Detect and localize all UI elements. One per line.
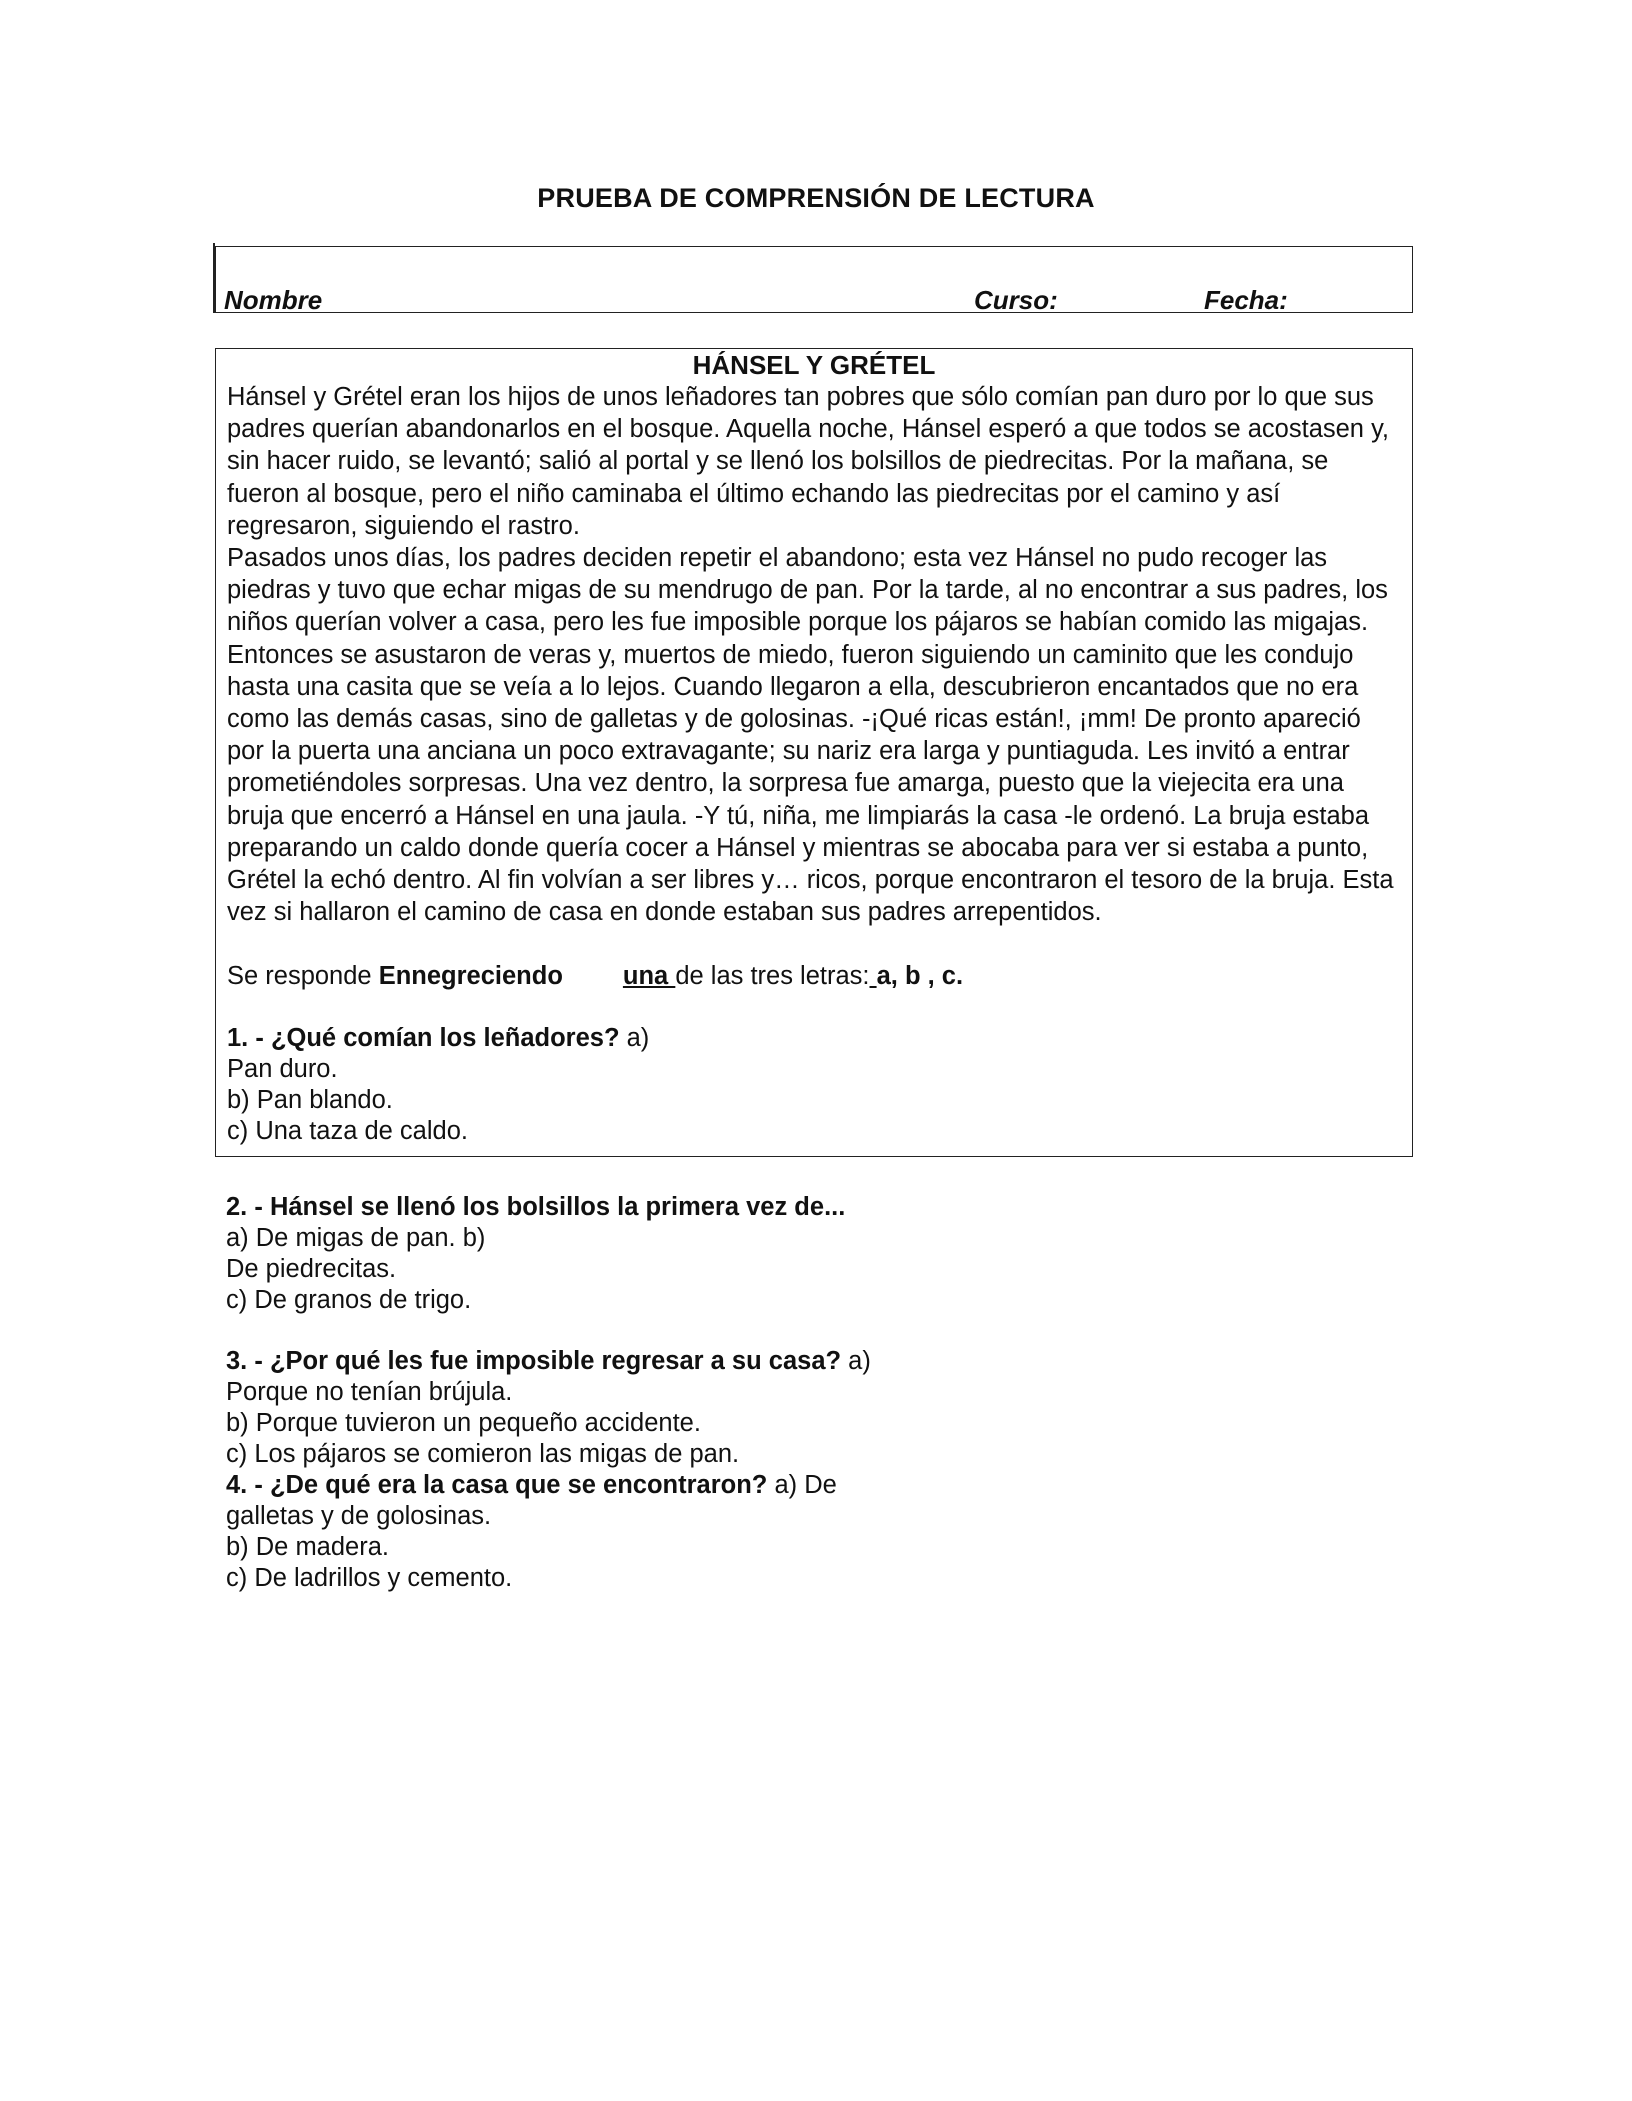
question-1 xyxy=(227,1023,1400,1147)
option-line: c) De ladrillos y cemento. xyxy=(226,1564,513,1592)
question-4 xyxy=(226,1470,1406,1594)
option-line: b) Pan blando. xyxy=(227,1085,393,1114)
instructions xyxy=(227,960,1400,992)
fecha-label: Fecha: xyxy=(1204,285,1288,315)
question-text: - ¿Por qué les fue imposible regresar a su casa? xyxy=(247,1347,842,1375)
option-inline: a) xyxy=(841,1347,871,1375)
option-line: c) Una taza de caldo. xyxy=(227,1116,468,1145)
question-text: - ¿Qué comían los leñadores? xyxy=(248,1023,620,1052)
option-inline: a) xyxy=(619,1023,650,1052)
question-number: 1. xyxy=(227,1023,249,1052)
option-line: b) Porque tuvieron un pequeño accidente. xyxy=(226,1409,701,1437)
instructions-letters: a, b , c. xyxy=(876,962,964,991)
option-line: b) De madera. xyxy=(226,1533,389,1561)
option-line: a) De migas de pan. b) xyxy=(226,1224,486,1252)
option-line: galletas y de golosinas. xyxy=(226,1502,492,1530)
instructions-letters-gap xyxy=(870,962,877,990)
question-number: 3. xyxy=(226,1347,248,1375)
question-text: - ¿De qué era la casa que se encontraron? xyxy=(247,1471,768,1499)
instructions-bold: Ennegreciendo xyxy=(378,962,563,991)
option-inline: a) De xyxy=(767,1471,837,1499)
question-2 xyxy=(226,1192,1406,1316)
page-title: PRUEBA DE COMPRENSIÓN DE LECTURA xyxy=(537,183,1095,213)
question-3 xyxy=(226,1346,1406,1470)
nombre-label: Nombre xyxy=(224,285,323,315)
option-line: c) De granos de trigo. xyxy=(226,1286,472,1314)
question-number: 2. xyxy=(226,1193,248,1221)
story-paragraph-1: Hánsel y Grétel eran los hijos de unos leñadores tan pobres que sólo comían pan duro por lo que sus padres querían abandonarlos en el bosque. Aquella noche, Hánsel esperó a que todos se acostasen y, sin hacer ruido, se levantó; salió al portal y se llenó los bolsillos de piedrecitas. Por la mañana, se fueron al bosque, pero el niño caminaba el último echando las piedrecitas por el camino y así regresaron, siguiendo el rastro. xyxy=(227,383,1390,540)
question-number: 4. xyxy=(226,1471,248,1499)
instructions-underlined: una xyxy=(622,962,676,991)
story-title: HÁNSEL Y GRÉTEL xyxy=(692,350,936,380)
instructions-prefix: Se responde xyxy=(227,962,379,991)
option-line: De piedrecitas. xyxy=(226,1255,397,1283)
story-box xyxy=(215,348,1413,1157)
option-line: Pan duro. xyxy=(227,1054,338,1083)
student-info-box xyxy=(215,246,1413,313)
box-edge-mark xyxy=(213,243,215,313)
curso-label: Curso: xyxy=(974,285,1058,315)
instructions-middle: de las tres letras: xyxy=(675,962,870,991)
option-line: Porque no tenían brújula. xyxy=(226,1378,513,1406)
question-text: - Hánsel se llenó los bolsillos la primera vez de... xyxy=(247,1193,846,1221)
story-paragraph-2: Pasados unos días, los padres deciden repetir el abandono; esta vez Hánsel no pudo recoger las piedras y tuvo que echar migas de su mendrugo de pan. Por la tarde, al no encontrar a sus padres, los niños querían volver a casa, pero les fue imposible porque los pájaros se habían comido las migajas. Entonces se asustaron de veras y, muertos de miedo, fueron siguiendo un caminito que les condujo hasta una casita que se veía a lo lejos. Cuando llegaron a ella, descubrieron encantados que no era como las demás casas, sino de galletas y de golosinas. -¡Qué ricas están!, ¡mm! De pronto apareció por la puerta una anciana un poco extravagante; su nariz era larga y puntiaguda. Les invitó a entrar prometiéndoles sorpresas. Una vez dentro, la sorpresa fue amarga, puesto que la viejecita era una bruja que encerró a Hánsel en una jaula. -Y tú, niña, me limpiarás la casa -le ordenó. La bruja estaba preparando un caldo donde quería cocer a Hánsel y mientras se abocaba para ver si estaba a punto, Grétel la echó dentro. Al fin volvían a ser libres y… ricos, porque encontraron el tesoro de la bruja. Esta vez si hallaron el camino de casa en donde estaban sus padres arrepentidos. xyxy=(227,544,1394,927)
option-line: c) Los pájaros se comieron las migas de pan. xyxy=(226,1440,740,1468)
